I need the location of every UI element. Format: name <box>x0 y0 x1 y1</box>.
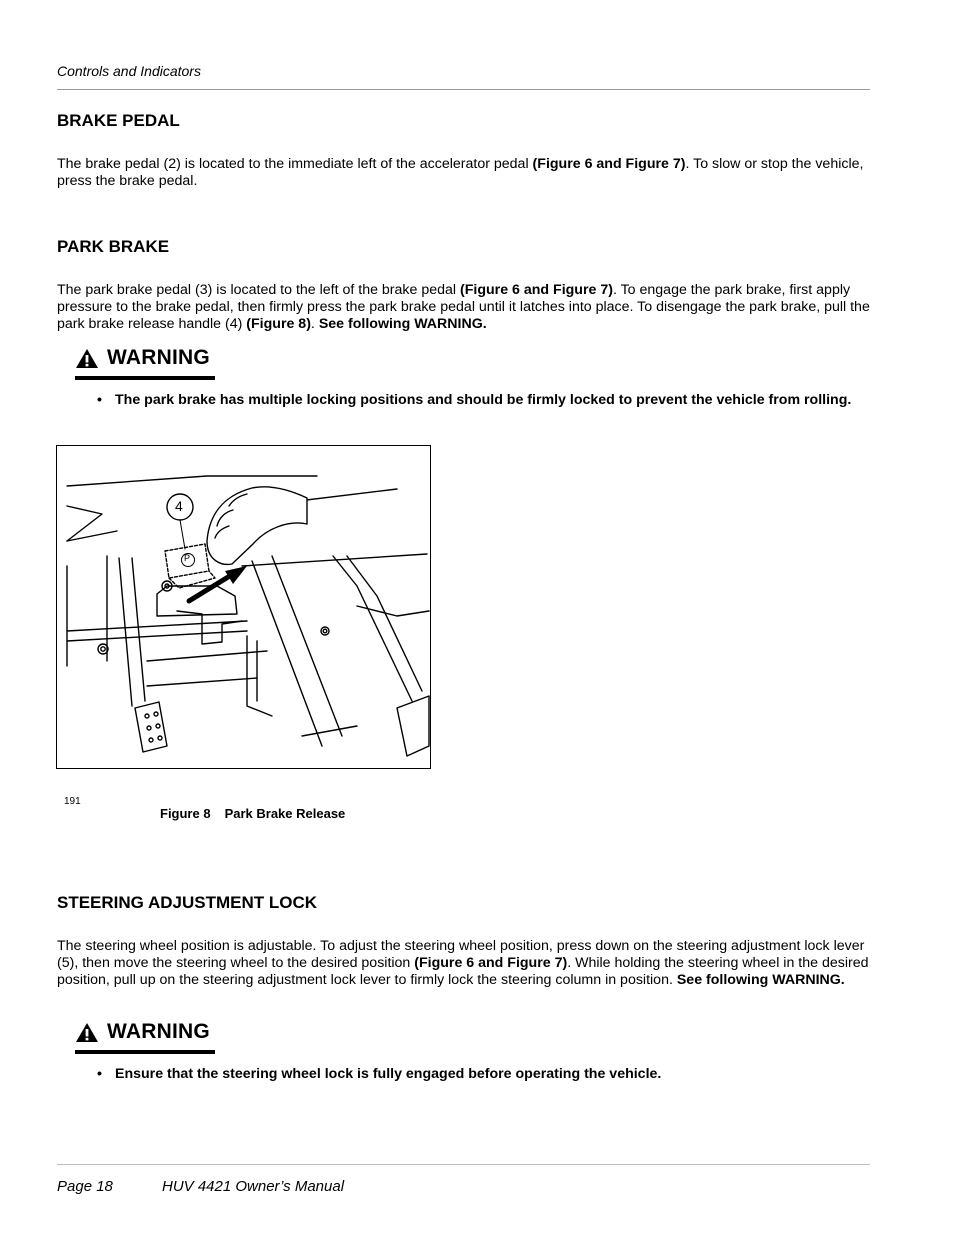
park-brake-illustration <box>57 446 430 768</box>
figure-caption-title: Park Brake Release <box>224 806 346 821</box>
running-header: Controls and Indicators <box>57 63 201 79</box>
brake-pedal-paragraph: The brake pedal (2) is located to the immediate left of the accelerator pedal (Figure 6 and Figure 7). To slow or stop the vehicle, press the brake pedal. <box>57 156 864 190</box>
park-brake-paragraph: The park brake pedal (3) is located to the left of the brake pedal (Figure 6 and Figure 7). To engage the park brake, first apply pressure to the brake pedal, then firmly press the park brake pedal until it latches into place. To disengage the park brake, pull the park brake release handle (4) (Figure 8). See following WARNING. <box>57 282 870 333</box>
figure-park-brake-release <box>56 445 431 769</box>
bullet-icon: • <box>97 392 102 408</box>
figure-reference: (Figure 6 and Figure 7) <box>414 955 568 972</box>
callout-number: 4 <box>175 498 183 514</box>
brake-pedal-heading: BRAKE PEDAL <box>57 111 180 130</box>
warning-label: WARNING <box>107 346 210 369</box>
steering-heading: STEERING ADJUSTMENT LOCK <box>57 893 318 912</box>
steering-warning-bullet: • Ensure that the steering wheel lock is fully engaged before operating the vehicle. <box>97 1066 662 1082</box>
manual-title: HUV 4421 Owner’s Manual <box>162 1178 345 1195</box>
park-brake-heading: PARK BRAKE <box>57 237 170 256</box>
park-brake-warning-header <box>75 345 215 380</box>
steering-paragraph: The steering wheel position is adjustable. To adjust the steering wheel position, press down on the steering adjustment lock lever (5), then move the steering wheel to the desired position (Figure 6 and Figure 7). While holding the steering wheel in the desired position, pull up on the steering adjustment lock lever to firmly lock the steering column in position. See following WARNING. <box>57 938 869 989</box>
page-number: Page 18 <box>57 1178 113 1195</box>
park-brake-warning-bullet: • The park brake has multiple locking positions and should be firmly locked to prevent the vehicle from rolling. <box>97 392 852 408</box>
figure-id-number: 191 <box>64 796 81 807</box>
figure-reference: (Figure 8) <box>246 316 311 333</box>
warning-underline <box>75 376 215 380</box>
warning-underline <box>75 1050 215 1054</box>
warning-triangle-icon <box>75 1022 99 1043</box>
bullet-icon: • <box>97 1066 102 1082</box>
see-warning-note: See following WARNING. <box>676 972 845 989</box>
footer-rule <box>57 1164 870 1165</box>
figure-reference: (Figure 6 and Figure 7) <box>460 282 613 298</box>
pedal-symbol-label: P <box>184 553 191 563</box>
warning-triangle-icon <box>75 348 99 369</box>
figure-caption-number: Figure 8 <box>160 806 211 821</box>
steering-warning-header <box>75 1019 215 1054</box>
figure-reference: (Figure 6 and Figure 7) <box>532 156 686 172</box>
figure-caption <box>160 806 345 821</box>
warning-label: WARNING <box>107 1020 210 1043</box>
header-rule <box>57 89 870 90</box>
see-warning-note: See following WARNING. <box>318 316 487 333</box>
